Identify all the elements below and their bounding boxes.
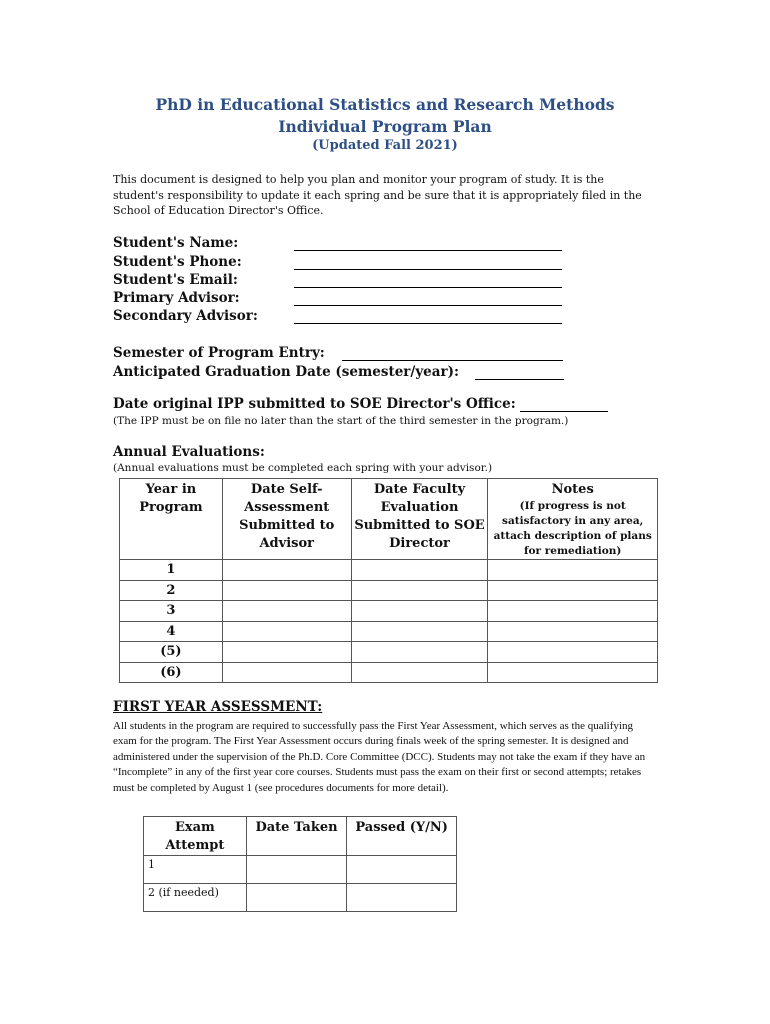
primary-advisor-field[interactable] (294, 293, 562, 306)
exam-attempts-table (143, 816, 457, 912)
notes-cell[interactable] (488, 642, 658, 663)
notes-header-title: Notes (551, 482, 594, 497)
table-row (120, 560, 658, 581)
notes-cell[interactable] (488, 621, 658, 642)
table-row (120, 601, 658, 622)
annual-evaluations-table (119, 478, 658, 683)
year-cell: 3 (120, 601, 223, 622)
table-header-row (120, 479, 658, 560)
faculty-evaluation-cell[interactable] (351, 601, 488, 622)
notes-header-subtitle: (If progress is not satisfactory in any area, attach description of plans for remediation) (493, 500, 652, 557)
self-assessment-header: Date Self-Assessment Submitted to Advisor (222, 479, 351, 560)
self-assessment-cell[interactable] (222, 662, 351, 683)
attempt-cell: 2 (if needed) (144, 884, 247, 912)
faculty-evaluation-cell[interactable] (351, 580, 488, 601)
notes-cell[interactable] (488, 601, 658, 622)
graduation-date-field[interactable] (475, 367, 564, 380)
primary-advisor-label: Primary Advisor: (113, 290, 240, 307)
self-assessment-cell[interactable] (222, 601, 351, 622)
table-row (144, 884, 457, 912)
faculty-evaluation-cell[interactable] (351, 642, 488, 663)
program-entry-field[interactable] (342, 348, 563, 361)
document-title: PhD in Educational Statistics and Research Methods (155, 95, 615, 114)
passed-cell[interactable] (347, 884, 457, 912)
table-row (120, 621, 658, 642)
graduation-date-label: Anticipated Graduation Date (semester/year): (113, 364, 459, 380)
table-header-row (144, 817, 457, 856)
first-year-assessment-heading: FIRST YEAR ASSESSMENT: (113, 699, 323, 715)
faculty-evaluation-cell[interactable] (351, 560, 488, 581)
exam-attempt-header: Exam Attempt (144, 817, 247, 856)
year-cell: 2 (120, 580, 223, 601)
notes-cell[interactable] (488, 580, 658, 601)
intro-paragraph: This document is designed to help you plan and monitor your program of study. It is the student's responsibility to update it each spring and be sure that it is appropriately filed in the School of Education Director's Office. (113, 173, 642, 217)
table-row (120, 642, 658, 663)
secondary-advisor-field[interactable] (294, 311, 562, 324)
self-assessment-cell[interactable] (222, 621, 351, 642)
student-email-field[interactable] (294, 275, 562, 288)
document-subtitle: Individual Program Plan (278, 117, 492, 136)
table-row (144, 856, 457, 884)
year-cell: 4 (120, 621, 223, 642)
student-info-fields (113, 233, 562, 324)
student-phone-field[interactable] (294, 257, 562, 270)
date-taken-header: Date Taken (246, 817, 347, 856)
program-entry-label: Semester of Program Entry: (113, 345, 325, 361)
notes-header (488, 479, 658, 560)
passed-header: Passed (Y/N) (347, 817, 457, 856)
self-assessment-cell[interactable] (222, 642, 351, 663)
passed-cell[interactable] (347, 856, 457, 884)
annual-evaluations-heading: Annual Evaluations: (113, 444, 265, 460)
ipp-submission-field[interactable] (520, 399, 608, 412)
ipp-submission-label: Date original IPP submitted to SOE Director's Office: (113, 396, 516, 412)
notes-cell[interactable] (488, 560, 658, 581)
year-in-program-header: Year in Program (120, 479, 223, 560)
first-year-assessment-text: All students in the program are required to successfully pass the First Year Assessment, which serves as the qualifying exam for the program. The First Year Assessment occurs during finals week of the spring semester. It is designed and administered under the supervision of the Ph.D. Core Committee (DCC). Students may not take the exam if they have an “Incomplete” in any of the first year core courses. Students must pass the exam on their first or second attempts; retakes must be completed by August 1 (see procedures documents for more detail). (113, 720, 646, 794)
faculty-evaluation-cell[interactable] (351, 662, 488, 683)
annual-evaluations-note: (Annual evaluations must be completed each spring with your advisor.) (113, 462, 493, 474)
self-assessment-cell[interactable] (222, 580, 351, 601)
student-email-label: Student's Email: (113, 271, 238, 288)
ipp-note: (The IPP must be on file no later than the start of the third semester in the program.) (113, 415, 569, 427)
date-taken-cell[interactable] (246, 884, 347, 912)
secondary-advisor-label: Secondary Advisor: (113, 308, 258, 325)
faculty-evaluation-header: Date Faculty Evaluation Submitted to SOE Director (351, 479, 488, 560)
table-row (120, 662, 658, 683)
table-row (120, 580, 658, 601)
faculty-evaluation-cell[interactable] (351, 621, 488, 642)
date-taken-cell[interactable] (246, 856, 347, 884)
year-cell: (5) (120, 642, 223, 663)
student-name-field[interactable] (294, 238, 562, 251)
year-cell: 1 (120, 560, 223, 581)
updated-date: (Updated Fall 2021) (312, 138, 458, 153)
student-name-label: Student's Name: (113, 235, 239, 252)
semester-fields (113, 342, 564, 380)
year-cell: (6) (120, 662, 223, 683)
ipp-submission-row (113, 396, 608, 412)
student-phone-label: Student's Phone: (113, 253, 242, 270)
attempt-cell: 1 (144, 856, 247, 884)
self-assessment-cell[interactable] (222, 560, 351, 581)
notes-cell[interactable] (488, 662, 658, 683)
